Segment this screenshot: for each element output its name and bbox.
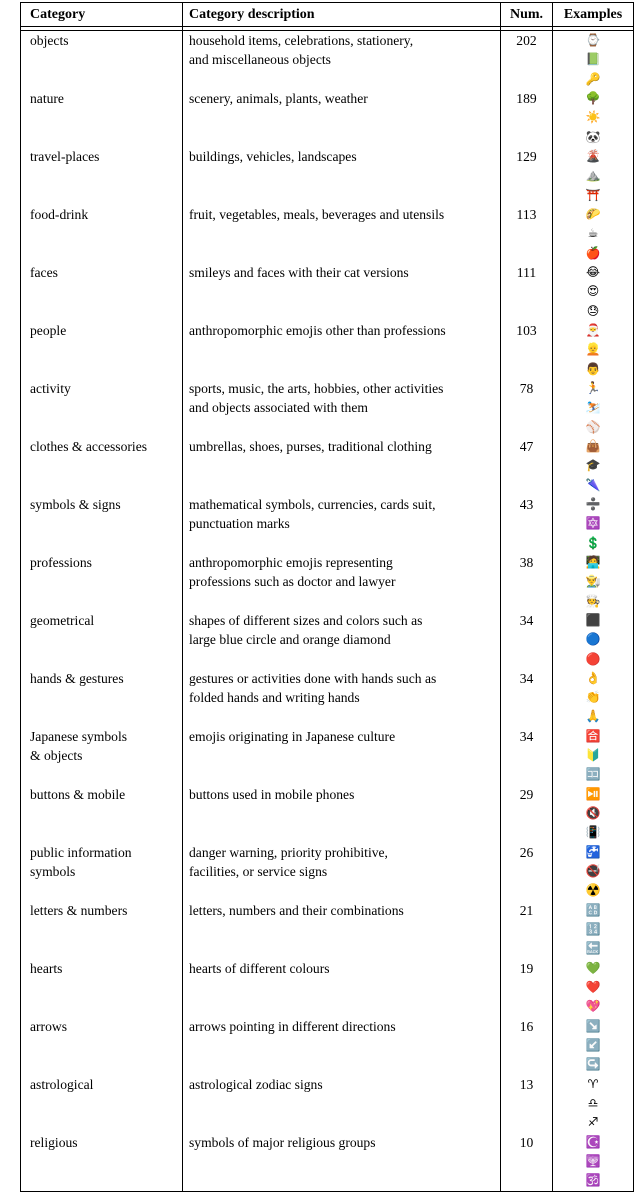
num-cell — [500, 1133, 552, 1191]
examples-cell — [552, 205, 633, 263]
num-cell — [500, 147, 552, 205]
emoji-example: 😓 — [586, 303, 600, 318]
table-row — [21, 901, 633, 959]
emoji-example: ↙️ — [585, 1038, 601, 1053]
examples-line — [553, 959, 633, 1017]
emoji-example: 👌 — [585, 670, 601, 685]
emoji-example: 👜 — [585, 438, 601, 453]
examples-cell — [552, 611, 633, 669]
emoji-example: 🌳 — [585, 90, 601, 105]
emoji-example: 🕎 — [585, 1154, 601, 1169]
num-value: 129 — [516, 148, 537, 164]
emoji-example: 🐼 — [585, 129, 601, 144]
table-row — [21, 553, 633, 611]
category-label: professions — [30, 554, 92, 570]
category-cell — [21, 31, 182, 89]
description-cell — [182, 379, 500, 437]
examples-line — [553, 31, 633, 89]
num-cell — [500, 379, 552, 437]
num-value: 21 — [519, 902, 534, 918]
emoji-example: 🔠 — [585, 902, 601, 917]
examples-cell — [552, 843, 633, 901]
examples-line — [553, 89, 633, 147]
description-line: buildings, vehicles, landscapes — [189, 148, 357, 164]
num-cell — [500, 727, 552, 785]
table-row — [21, 1075, 633, 1133]
emoji-example: ⏯️ — [585, 786, 601, 801]
header-num — [500, 3, 552, 26]
emoji-example: 🎓 — [585, 458, 601, 473]
category-cell — [21, 1017, 182, 1075]
emoji-example: 😍 — [586, 284, 600, 299]
num-value: 189 — [516, 90, 537, 106]
examples-cell — [552, 959, 633, 1017]
table-row — [21, 147, 633, 205]
emoji-example: ♐ — [587, 1115, 599, 1130]
emoji-example: 🍎 — [585, 245, 601, 260]
examples-cell — [552, 727, 633, 785]
category-label: astrological — [30, 1076, 94, 1092]
category-label: hearts — [30, 960, 63, 976]
examples-cell — [552, 785, 633, 843]
examples-cell — [552, 321, 633, 379]
examples-line — [553, 553, 633, 611]
num-value: 10 — [519, 1134, 534, 1150]
emoji-example: ⌚ — [585, 33, 601, 47]
examples-cell — [552, 437, 633, 495]
examples-line — [553, 1075, 633, 1133]
num-value: 43 — [519, 496, 534, 512]
description-cell — [182, 611, 500, 669]
category-label: symbols — [30, 864, 76, 880]
category-cell — [21, 205, 182, 263]
emoji-example: 🌂 — [585, 477, 601, 492]
emoji-example: 💚 — [585, 960, 601, 975]
num-cell — [500, 1075, 552, 1133]
category-cell — [21, 959, 182, 1017]
emoji-example: 📗 — [585, 52, 601, 67]
emoji-example: 🔇 — [585, 806, 601, 821]
category-label: Japanese symbols — [30, 728, 128, 744]
table-row — [21, 669, 633, 727]
emoji-example: 🌮 — [585, 206, 601, 221]
num-cell — [500, 959, 552, 1017]
table-row — [21, 1017, 633, 1075]
category-cell — [21, 669, 182, 727]
description-line: umbrellas, shoes, purses, traditional clothing — [189, 438, 432, 454]
header-description — [182, 3, 500, 26]
description-cell — [182, 727, 500, 785]
examples-cell — [552, 379, 633, 437]
emoji-example: 👏 — [585, 690, 601, 705]
emoji-example: ⛩️ — [585, 187, 601, 202]
table-row — [21, 727, 633, 785]
category-label: objects — [30, 33, 69, 48]
num-cell — [500, 843, 552, 901]
examples-cell — [552, 1017, 633, 1075]
description-line: anthropomorphic emojis representing — [189, 554, 393, 570]
num-value: 13 — [519, 1076, 534, 1092]
emoji-example: 🔢 — [585, 922, 601, 937]
num-cell — [500, 669, 552, 727]
table-row — [21, 379, 633, 437]
category-label: travel-places — [30, 148, 100, 164]
num-cell — [500, 263, 552, 321]
emoji-example: 🕉️ — [585, 1173, 601, 1188]
num-value: 16 — [519, 1018, 534, 1034]
header-examples — [552, 3, 633, 26]
examples-line — [553, 379, 633, 437]
description-cell — [182, 669, 500, 727]
category-cell — [21, 843, 182, 901]
num-cell — [500, 205, 552, 263]
emoji-example: ☢️ — [585, 883, 601, 898]
table-row — [21, 437, 633, 495]
emoji-example: ⚾ — [585, 419, 601, 434]
category-label: clothes & accessories — [30, 438, 148, 454]
description-line: emojis originating in Japanese culture — [189, 728, 396, 744]
emoji-example: 🧑‍💻 — [585, 554, 601, 569]
table-row — [21, 1133, 633, 1191]
num-cell — [500, 495, 552, 553]
description-line: professions such as doctor and lawyer — [189, 574, 396, 590]
emoji-example: 📳 — [585, 825, 601, 840]
emoji-example: 🔰 — [585, 748, 601, 763]
description-line: letters, numbers and their combinations — [189, 902, 404, 918]
examples-cell — [552, 669, 633, 727]
description-line: facilities, or service signs — [189, 864, 328, 880]
examples-line — [553, 669, 633, 727]
description-line: scenery, animals, plants, weather — [189, 90, 368, 106]
category-cell — [21, 1075, 182, 1133]
emoji-example: ☕ — [587, 226, 599, 241]
examples-line — [553, 495, 633, 553]
description-cell — [182, 901, 500, 959]
header-num-label: Num. — [509, 7, 544, 22]
category-label: food-drink — [30, 206, 89, 222]
num-cell — [500, 785, 552, 843]
emoji-example: 🧑‍🍳 — [585, 593, 601, 608]
category-label: people — [30, 322, 67, 338]
description-cell — [182, 1133, 500, 1191]
emoji-example: ❤️ — [585, 980, 601, 995]
examples-line — [553, 843, 633, 901]
description-cell — [182, 959, 500, 1017]
emoji-example: 🔵 — [585, 632, 601, 647]
description-line: punctuation marks — [189, 516, 290, 532]
examples-line — [553, 611, 633, 669]
num-value: 38 — [519, 554, 534, 570]
examples-cell — [552, 1133, 633, 1191]
category-cell — [21, 147, 182, 205]
examples-cell — [552, 263, 633, 321]
emoji-example: ⛰️ — [585, 168, 601, 183]
emoji-example: ☀️ — [585, 110, 601, 125]
category-cell — [21, 437, 182, 495]
description-line: buttons used in mobile phones — [189, 786, 355, 802]
emoji-example: ♎ — [587, 1096, 599, 1111]
examples-line — [553, 205, 633, 263]
examples-cell — [552, 89, 633, 147]
description-line: danger warning, priority prohibitive, — [189, 844, 388, 860]
description-cell — [182, 321, 500, 379]
examples-line — [553, 321, 633, 379]
description-line: mathematical symbols, currencies, cards suit, — [189, 496, 436, 512]
table-row — [21, 495, 633, 553]
emoji-example: 🈁 — [585, 767, 601, 782]
description-cell — [182, 843, 500, 901]
category-table — [20, 2, 634, 1192]
num-value: 34 — [519, 728, 534, 744]
emoji-example: 🎅 — [585, 322, 601, 337]
category-cell — [21, 553, 182, 611]
description-cell — [182, 263, 500, 321]
category-label: nature — [30, 90, 64, 106]
description-cell — [182, 31, 500, 89]
num-cell — [500, 553, 552, 611]
description-line: large blue circle and orange diamond — [189, 632, 391, 648]
header-examples-label: Examples — [563, 7, 623, 22]
description-line: sports, music, the arts, hobbies, other activities — [189, 380, 444, 396]
examples-line — [553, 437, 633, 495]
category-cell — [21, 611, 182, 669]
num-value: 113 — [516, 206, 537, 222]
emoji-example: 🈴 — [585, 728, 601, 743]
description-cell — [182, 495, 500, 553]
category-cell — [21, 379, 182, 437]
description-cell — [182, 205, 500, 263]
emoji-example: 🔙 — [585, 941, 601, 956]
category-label: public information — [30, 844, 132, 860]
table-row — [21, 263, 633, 321]
num-cell — [500, 611, 552, 669]
table-row — [21, 89, 633, 147]
emoji-example: 👱 — [585, 342, 601, 357]
num-cell — [500, 321, 552, 379]
category-label: arrows — [30, 1018, 67, 1034]
examples-line — [553, 901, 633, 959]
table-row — [21, 959, 633, 1017]
examples-line — [553, 263, 633, 321]
table-row — [21, 205, 633, 263]
table-row — [21, 785, 633, 843]
description-line: anthropomorphic emojis other than professions — [189, 322, 446, 338]
emoji-example: 😂 — [585, 264, 601, 279]
table-row — [21, 843, 633, 901]
num-cell — [500, 437, 552, 495]
examples-cell — [552, 901, 633, 959]
description-line: folded hands and writing hands — [189, 690, 360, 706]
description-cell — [182, 785, 500, 843]
emoji-example: 💲 — [585, 535, 601, 550]
num-value: 19 — [519, 960, 534, 976]
emoji-example: ♈ — [587, 1076, 599, 1091]
emoji-example: ➗ — [585, 496, 601, 511]
emoji-example: 🚭 — [585, 864, 601, 879]
examples-cell — [552, 31, 633, 89]
num-cell — [500, 1017, 552, 1075]
num-value: 34 — [519, 670, 534, 686]
description-line: shapes of different sizes and colors such as — [189, 612, 423, 628]
num-value: 26 — [519, 844, 534, 860]
emoji-example: 🔯 — [585, 516, 601, 531]
num-cell — [500, 31, 552, 89]
table-row — [21, 611, 633, 669]
emoji-example: ⬛ — [585, 612, 601, 627]
description-cell — [182, 147, 500, 205]
examples-cell — [552, 147, 633, 205]
examples-line — [553, 785, 633, 843]
category-cell — [21, 901, 182, 959]
emoji-example: ↘️ — [585, 1018, 601, 1033]
examples-line — [553, 147, 633, 205]
examples-line — [553, 1133, 633, 1191]
header-description-label: Category description — [189, 7, 315, 22]
examples-line — [553, 1017, 633, 1075]
num-value: 111 — [516, 264, 537, 280]
description-line: household items, celebrations, stationery, — [189, 33, 414, 48]
num-value: 47 — [519, 438, 534, 454]
table-row — [21, 321, 633, 379]
examples-cell — [552, 553, 633, 611]
category-cell — [21, 89, 182, 147]
num-value: 34 — [519, 612, 534, 628]
category-cell — [21, 263, 182, 321]
header-category-label: Category — [30, 7, 86, 22]
category-label: religious — [30, 1134, 78, 1150]
description-line: hearts of different colours — [189, 960, 330, 976]
emoji-example: 🚰 — [585, 844, 601, 859]
category-label: geometrical — [30, 612, 95, 628]
description-cell — [182, 1075, 500, 1133]
category-cell — [21, 727, 182, 785]
category-label: faces — [30, 264, 58, 280]
emoji-example: 🔑 — [585, 71, 601, 86]
emoji-example: 💖 — [585, 999, 601, 1014]
num-value: 29 — [519, 786, 534, 802]
emoji-example: ↪️ — [585, 1057, 601, 1072]
category-cell — [21, 785, 182, 843]
description-line: and objects associated with them — [189, 400, 368, 416]
category-label: activity — [30, 380, 71, 396]
num-value: 103 — [516, 322, 537, 338]
category-label: hands & gestures — [30, 670, 124, 686]
table-row — [21, 31, 633, 89]
emoji-example: 🏃 — [585, 380, 601, 395]
category-label: letters & numbers — [30, 902, 128, 918]
emoji-example: 🙏 — [585, 709, 601, 724]
emoji-example: 🔴 — [585, 651, 601, 666]
num-value: 202 — [516, 33, 537, 48]
description-line: smileys and faces with their cat versions — [189, 264, 409, 280]
description-cell — [182, 1017, 500, 1075]
category-label: symbols & signs — [30, 496, 121, 512]
num-value: 78 — [519, 380, 534, 396]
emoji-example: 👨 — [585, 361, 601, 376]
table-header-row — [21, 3, 633, 27]
emoji-example: ☪️ — [585, 1134, 601, 1149]
examples-cell — [552, 495, 633, 553]
emoji-example: ⛷️ — [585, 400, 601, 415]
num-cell — [500, 89, 552, 147]
num-cell — [500, 901, 552, 959]
emoji-example: 👨‍🌾 — [585, 574, 601, 589]
emoji-example: 🌋 — [585, 148, 601, 163]
table-body — [21, 31, 633, 1191]
description-cell — [182, 89, 500, 147]
description-line: and miscellaneous objects — [189, 52, 331, 68]
examples-cell — [552, 1075, 633, 1133]
description-cell — [182, 553, 500, 611]
description-cell — [182, 437, 500, 495]
header-category — [21, 3, 182, 26]
category-cell — [21, 321, 182, 379]
category-cell — [21, 1133, 182, 1191]
description-line: gestures or activities done with hands such as — [189, 670, 437, 686]
category-cell — [21, 495, 182, 553]
description-line: symbols of major religious groups — [189, 1134, 376, 1150]
description-line: fruit, vegetables, meals, beverages and utensils — [189, 206, 445, 222]
category-label: & objects — [30, 748, 83, 764]
description-line: astrological zodiac signs — [189, 1076, 323, 1092]
examples-line — [553, 727, 633, 785]
description-line: arrows pointing in different directions — [189, 1018, 396, 1034]
category-label: buttons & mobile — [30, 786, 126, 802]
